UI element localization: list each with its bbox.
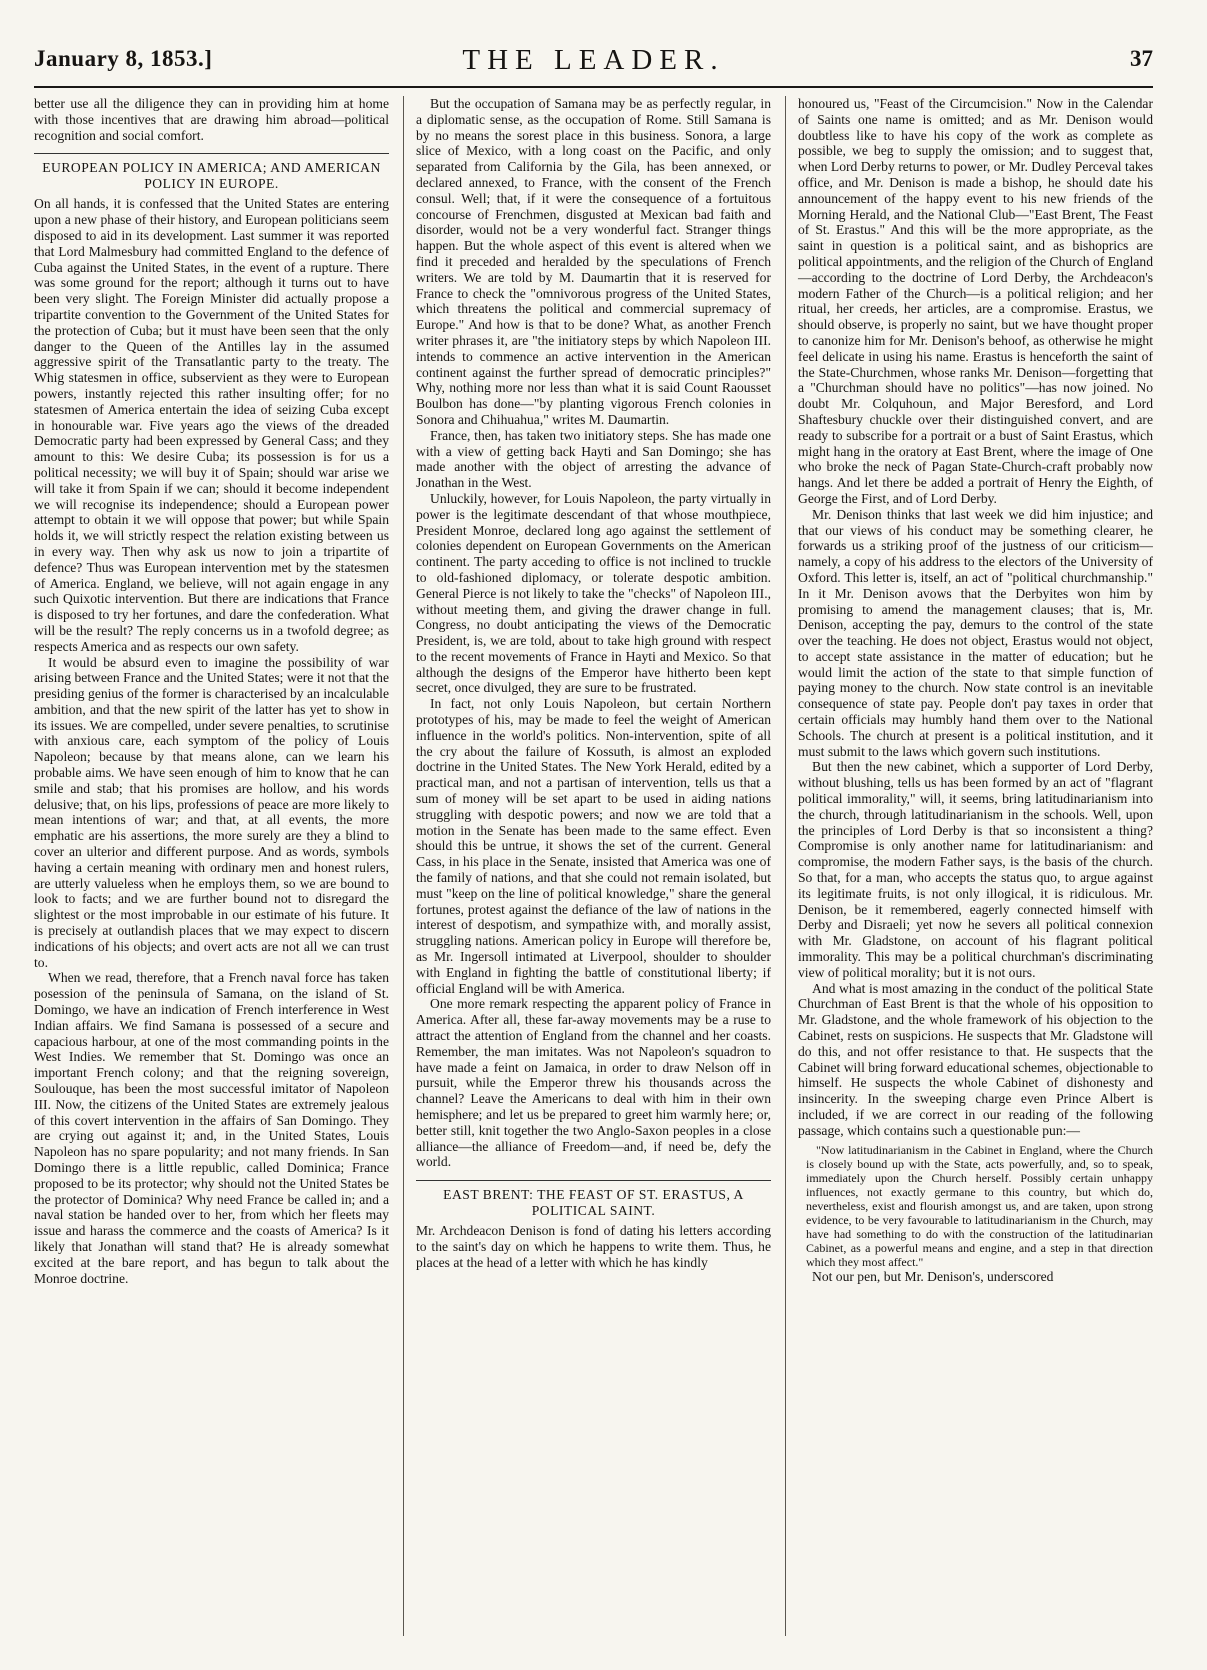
paragraph: But the occupation of Samana may be as perfectly regular, in a diplomatic sense, as the occupation of Rome. Still Samana is by no means the sorest place in this business. Sonora, a large slice of Mexico, with a long coast on the Pacific, and only separated from California by the Gila, has been annexed, or declared annexed, to France, with the consent of the French consul. Well; that, if it were the consequence of a fortuitous concourse of Frenchmen, disgusted at Mexican bad faith and disorder, would not be a very wonderful fact. Stranger things happen. But the whole aspect of this event is altered when we find it preceded and heralded by the speculations of French writers. We are told by M. Daumartin that it is reserved for France to check the "omnivorous progress of the United States, which threatens the political and commercial supremacy of Europe." And how is that to be done? What, as another French writer phrases it, are "the initiatory steps by which Napoleon III. intends to commence an active intervention in the American continent against the further spread of democratic principles?" Why, nothing more nor less than what it is said Count Raousset Boulbon has done—"by planting vigorous French colonies in Sonora and Chihuahua," writes M. Daumartin. [416, 96, 771, 427]
paragraph: On all hands, it is confessed that the United States are entering upon a new phase of their history, and European politicians seem disposed to aid in its development. Last summer it was reported that Lord Malmesbury had committed England to the defence of Cuba against the United States, in the event of a rupture. There was some ground for the report; although it turns out to have been very slight. The Foreign Minister did actually propose a tripartite convention to the Government of the United States for the protection of Cuba; but it must have been seen that the only danger to the Queen of the Antilles lay in the assumed aggressive spirit of the Transatlantic party to the treaty. The Whig statesmen in office, subservient as they were to European powers, instantly rejected this rather insulting offer; for no statesmen of America entertain the idea of seizing Cuba except in honourable war. Five years ago the views of the dreaded Democratic party had been expressed by General Cass; and they amount to this: We desire Cuba; its possession is for us a political necessity; we will buy it of Spain; should war arise we will take it from Spain if we can; should it become independent we will recognise its independence; should a European power attempt to obtain it we will oppose that power; but while Spain holds it, we will strictly respect the relation existing between us in every way. Then why ask us now to join a tripartite of defence? Thus was European intervention met by the statesmen of America. England, we believe, will not again engage in any such Quixotic intervention. But there are indications that France is disposed to try her fortunes, and dare the confederation. What will be the result? The reply concerns us in a twofold degree; as respects America and as respects our own safety. [34, 196, 389, 654]
paragraph: Mr. Archdeacon Denison is fond of dating his letters according to the saint's day on which he happens to write them. Thus, he places at the head of a letter with which he has kindly [416, 1223, 771, 1270]
masthead [34, 46, 1153, 88]
paragraph: France, then, has taken two initiatory steps. She has made one with a view of getting back Hayti and San Domingo; she has made another with the object of arresting the advance of Jonathan in the West. [416, 427, 771, 491]
paragraph: When we read, therefore, that a French naval force has taken posession of the peninsula of Samana, on the island of St. Domingo, we have an indication of French interference in West Indian affairs. We find Samana is possessed of a secure and capacious harbour, at one of the most commanding points in the West Indies. We remember that St. Domingo was once an important French colony; and that the reigning sovereign, Soulouque, has been the most successful imitator of Napoleon III. Now, the citizens of the United States are extremely jealous of this covert intervention in the affairs of San Domingo. They are crying out against it; and, in the United States, Louis Napoleon has no spare popularity; and not many friends. In San Domingo there is a little republic, called Dominica; France proposed to be its protector; why should not the United States be the protector of Dominica? Why need France be called in; and a naval station be handed over to her, from which her fleets may issue and harass the commerce and the coasts of America? Is it likely that Jonathan will stand that? He is already somewhat excited at the bare report, and has begun to talk about the Monroe doctrine. [34, 970, 389, 1286]
paragraph: In fact, not only Louis Napoleon, but certain Northern prototypes of his, may be made to feel the weight of American influence in the world's politics. Non-intervention, spite of all the cry about the failure of Kossuth, is almost an exploded doctrine in the United States. The New York Herald, edited by a practical man, and not a partisan of intervention, tells us that a sum of money will be set apart to be used in aiding nations struggling with despotic powers; and now we are told that a motion in the Senate has been made to the same effect. Even should this be untrue, it shows the set of the current. General Cass, in his place in the Senate, insisted that America was one of the family of nations, and that she could not remain isolated, but must "keep on the line of political knowledge," share the general fortunes, protest against the defiance of the law of nations in the interest of despotism, and sympathize with, and morally assist, struggling nations. American policy in Europe will therefore be, as Mr. Ingersoll intimated at Liverpool, shoulder to shoulder with England in fighting the battle of constitutional liberty; if official England will be with America. [416, 696, 771, 996]
block-quote: "Now latitudinarianism in the Cabinet in England, where the Church is closely bound up with the State, acts powerfully, and, so to speak, immediately upon the Church herself. Possibly certain unhappy influences, not exactly germane to this country, but which do, nevertheless, exist and flourish amongst us, and are taken, upon strong evidence, to be very favourable to latitudinarianism in the Church, may have had something to do with the construction of the latitudinarian Cabinet, as a powerful means and engine, and a step in that direction which they most affect." [806, 1142, 1153, 1269]
newspaper-title: THE LEADER. [462, 44, 725, 76]
article-headline: EAST BRENT: THE FEAST OF ST. ERASTUS, A POLITICAL SAINT. [416, 1180, 771, 1219]
paragraph: better use all the diligence they can in providing him at home with those incentives that are drawing him abroad—political recognition and social comfort. [34, 96, 389, 143]
column-2 [403, 96, 771, 1636]
paragraph: Unluckily, however, for Louis Napoleon, the party virtually in power is the legitimate descendant of that whose mouthpiece, President Monroe, declared long ago against the settlement of colonies dependent on European Governments on the American continent. The party acceding to office is not inclined to truckle to old-fashioned diplomacy, or tolerate despotic ambition. General Pierce is not likely to take the "checks" of Napoleon III., without meeting them, and giving the drawer change in full. Congress, no doubt anticipating the views of the Democratic President, is, we are told, about to take high ground with respect to the recent movements of France in Hayti and Mexico. So that although the designs of the Emperor have hitherto been kept secret, once divulged, they are sure to be frustrated. [416, 490, 771, 696]
article-columns [34, 96, 1153, 1636]
article-headline: EUROPEAN POLICY IN AMERICA; AND AMERICAN POLICY IN EUROPE. [34, 153, 389, 192]
paragraph: Mr. Denison thinks that last week we did him injustice; and that our views of his conduct may be something clearer, he forwards us a striking proof of the justness of our criticism—namely, a copy of his address to the electors of the University of Oxford. This letter is, itself, an act of "political churchmanship." In it Mr. Denison avows that the Derbyites won him by promising to amend the management clauses; that is, Mr. Denison, accepting the pay, demurs to the control of the state over the teaching. He does not object, Erastus would not object, to accept state assistance in the matter of education; but he would limit the action of the state to that simple function of paying money to the church. Now state control is an inevitable consequence of state pay. People don't pay taxes in order that certain officials may humbly hand them over to the National Schools. The church at present is a political institution, and it must submit to the laws which govern such institutions. [798, 506, 1153, 759]
issue-date: January 8, 1853.] [34, 46, 213, 71]
paragraph: It would be absurd even to imagine the possibility of war arising between France and the United States; were it not that the presiding genius of the former is characterised by an incalculable ambition, and that the new spirit of the latter has yet to show in its issues. We are compelled, under severe penalties, to scrutinise with anxious care, each symptom of the policy of Louis Napoleon; because by that means alone, can we learn his probable aims. We have seen enough of him to know that he can smile and stab; that his promises are hollow, and his words delusive; that, on his lips, professions of peace are more likely to mean intentions of war; and that, at all events, the more emphatic are his assertions, the more surely are they a blind to cover an ulterior and different purpose. And as words, symbols having a certain meaning with ordinary men and honest rulers, are utterly valueless when he employs them, so we are bound to look to facts; and we are further bound not to disregard the slightest or the most improbable in our estimate of his future. It is precisely at outlandish places that we may expect to discern indications of his objects; and overt acts are not all we can trust to. [34, 654, 389, 970]
column-3 [785, 96, 1153, 1636]
paragraph: But then the new cabinet, which a supporter of Lord Derby, without blushing, tells us has been formed by an act of "flagrant political immorality," will, it seems, bring latitudinarianism into the church, through latitudinarianism in the schools. Well, upon the principles of Lord Derby is that so inconsistent a thing? Compromise is only another name for latitudinarianism: and compromise, the modern Father says, is the basis of the church. So that, for a man, who accepts the status quo, to argue against its legitimate fruits, is not only illogical, it is ridiculous. Mr. Denison, be it remembered, eagerly connected himself with Derby and Disraeli; yet now he severs all political connexion with Mr. Gladstone, on account of his flagrant political immorality. This may be a political churchman's discriminating view of political morality; but it is not ours. [798, 759, 1153, 980]
paragraph: And what is most amazing in the conduct of the political State Churchman of East Brent is that the whole of his opposition to Mr. Gladstone, and the whole framework of his objection to the Cabinet, rests on suspicions. He suspects that Mr. Gladstone will do this, and not offer resistance to that. He suspects that the Cabinet will bring forward educational schemes, objectionable to himself. He suspects the whole Cabinet of dishonesty and insincerity. In the sweeping charge even Prince Albert is included, if we are correct in our reading of the following passage, which contains such a questionable pun:— [798, 980, 1153, 1138]
paragraph: One more remark respecting the apparent policy of France in America. After all, these far-away movements may be a ruse to attract the attention of England from the channel and her coasts. Remember, the man imitates. Was not Napoleon's squadron to have made a feint on Jamaica, in order to draw Nelson off in pursuit, while the Emperor threw his thousands across the channel? Leave the Americans to deal with him in their own hemisphere; and let us be prepared to greet him warmly here; or, better still, knit together the two Anglo-Saxon peoples in a close alliance—the alliance of Freedom—and, if need be, defy the world. [416, 996, 771, 1170]
column-1 [34, 96, 389, 1636]
paragraph: honoured us, "Feast of the Circumcision." Now in the Calendar of Saints one name is omitted; and as Mr. Denison would doubtless like to have his copy of the work as complete as possible, we beg to supply the omission; and to suggest that, when Lord Derby returns to power, or Mr. Dudley Perceval takes office, and Mr. Denison is made a bishop, he should date his announcement of the happy event to his new friends of the Morning Herald, and the National Club—"East Brent, The Feast of St. Erastus." And this will be the more appropriate, as the saint in question is a political saint, and as bishoprics are political appointments, and the religion of the Church of England—according to the doctrine of Lord Derby, the Archdeacon's modern Father of the Church—is a political religion; and her ritual, her creeds, her articles, are a compromise. Erastus, we should observe, is properly no saint, but we have thought proper to canonize him for Mr. Denison's behoof, as otherwise he might feel delicate in using his name. Erastus is henceforth the saint of the State-Churchmen, whose ranks Mr. Denison—forgetting that a "Churchman should have no politics"—has now joined. No doubt Mr. Colquhoun, and Major Beresford, and Lord Shaftesbury chuckle over their distinguished convert, and are ready to subscribe for a portrait or a bust of Saint Erastus, which might hang in the oratory at East Brent, where the image of One who broke the neck of Pagan State-Church-craft probably now hangs. And let there be added a portrait of Henry the Eighth, of George the First, and of Lord Derby. [798, 96, 1153, 506]
page-number: 37 [1130, 46, 1153, 71]
paragraph: Not our pen, but Mr. Denison's, underscored [812, 1268, 1054, 1284]
